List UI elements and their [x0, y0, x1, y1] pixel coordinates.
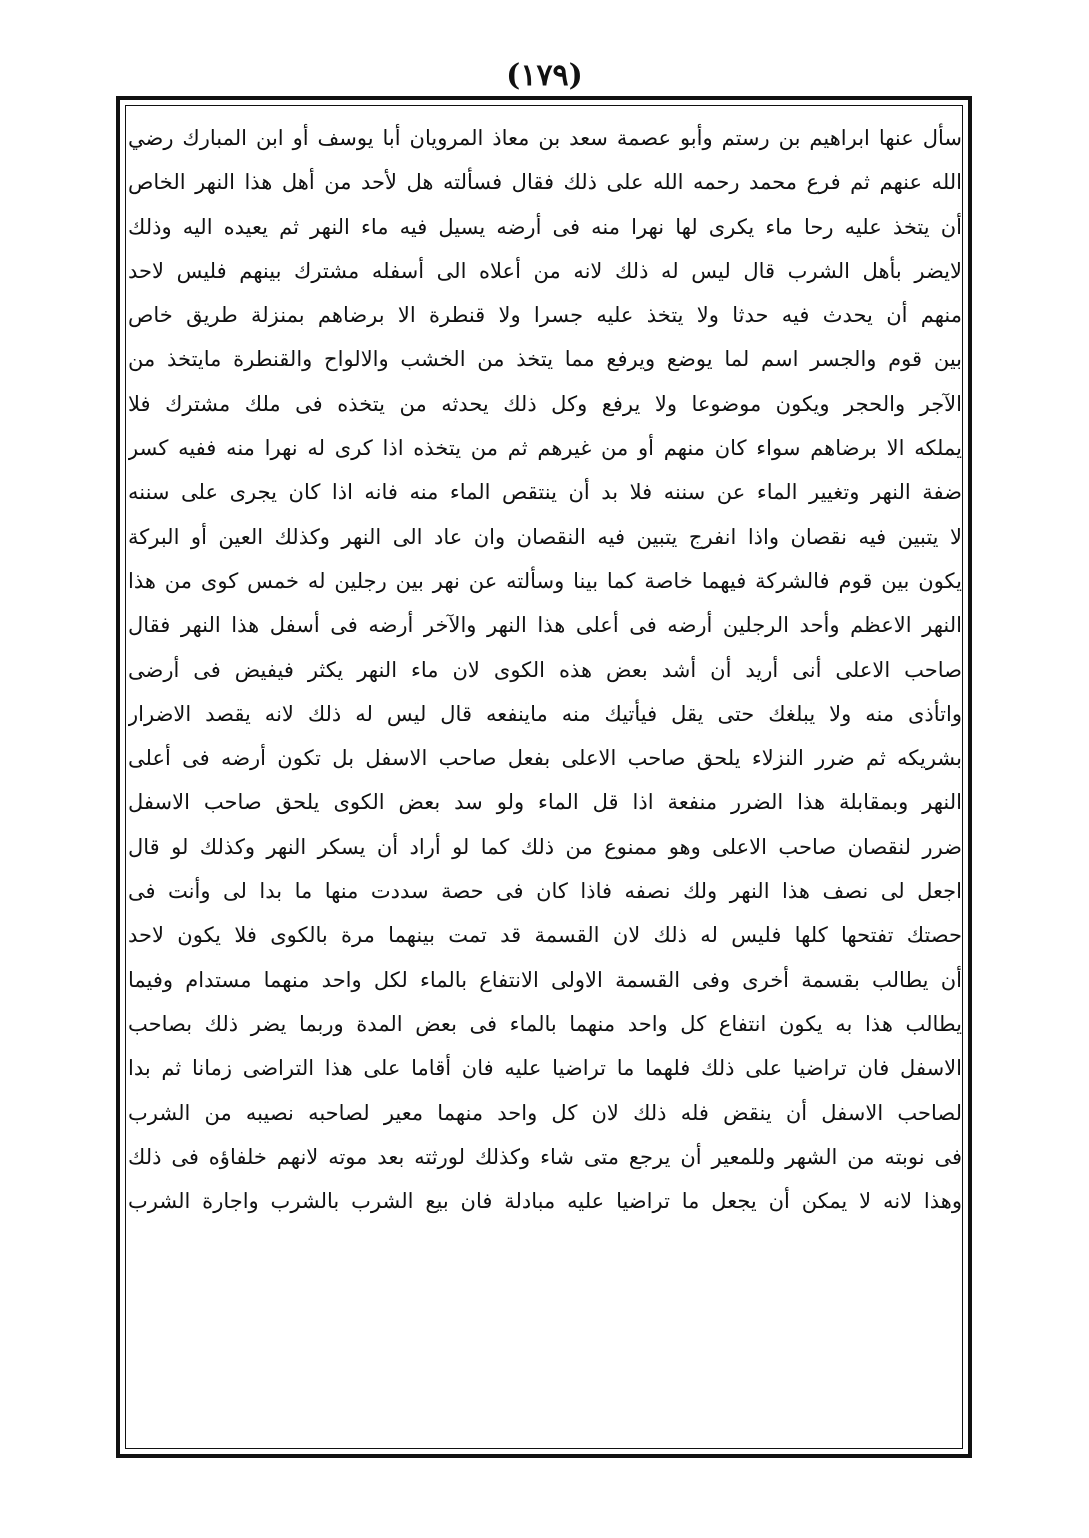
text-line: فى نوبته من الشهر وللمعير أن يرجع متى شاء وكذلك لورثته بعد موته لانهم خلفاؤه فى ذلك: [128, 1144, 962, 1169]
text-line: اجعل لى نصف هذا النهر ولك نصفه فاذا كان فى حصة سددت منها ما بدا لى وأنت فى: [128, 879, 962, 904]
text-line: ضفة النهر وتغيير الماء عن سننه فلا بد أن ينتقص الماء منه فانه اذا كان يجرى على سننه: [128, 480, 962, 505]
text-line: ضرر لنقصان صاحب الاعلى وهو ممنوع من ذلك كما لو أراد أن يسكر النهر وكذلك لو قال: [128, 834, 962, 859]
text-line: أن يتخذ عليه رحا ماء يكرى لها نهرا منه فى أرضه يسيل فيه ماء النهر ثم يعيده اليه وذلك: [128, 214, 962, 239]
text-line: يكون بين قوم فالشركة فيهما خاصة كما بينا وسألته عن نهر بين رجلين له خمس كوى من هذا: [128, 568, 962, 593]
text-line: سأل عنها ابراهيم بن رستم وأبو عصمة سعد بن معاذ المرويان أبا يوسف أو ابن المبارك رضي: [128, 126, 962, 150]
text-line: بين قوم والجسر اسم لما يوضع ويرفع مما يتخذ من الخشب والالواح والقنطرة مايتخذ من: [128, 347, 962, 372]
text-line: واتأذى منه ولا يبلغك حتى يقل فيأتيك منه ماينفعه قال ليس له ذلك لانه يقصد الاضرار: [128, 701, 962, 726]
page-number: (١٧٩): [506, 58, 583, 93]
text-line: الاسفل فان تراضيا على ذلك فلهما ما تراضيا عليه فان أقاما على هذا التراضى زمانا ثم بدا: [128, 1056, 962, 1081]
text-line: بشريكه ثم ضرر النزلاء يلحق صاحب الاعلى بفعل صاحب الاسفل بل تكون أرضه فى أعلى: [128, 746, 962, 771]
text-line: لايضر بأهل الشرب قال ليس له ذلك لانه من أعلاه الى أسفله مشترك بينهم فليس لاحد: [128, 258, 962, 283]
body-text: [128, 116, 962, 1446]
text-line: الآجر والحجر ويكون موضوعا ولا يرفع وكل ذلك يحدثه من يتخذه فى ملك مشترك فلا: [128, 391, 962, 416]
text-line: حصتك تفتحها كلها فليس له ذلك لان القسمة قد تمت بينهما مرة بالكوى فلا يكون لاحد: [128, 923, 962, 948]
text-line: لا يتبين فيه نقصان واذا انفرج يتبين فيه النقصان وان عاد الى النهر وكذلك العين أو البركة: [128, 524, 962, 549]
text-line: صاحب الاعلى أنى أريد أن أشد بعض هذه الكوى لان ماء النهر يكثر فيفيض فى أرضى: [128, 657, 962, 682]
text-line: النهر وبمقابلة هذا الضرر منفعة اذا قل الماء ولو سد بعض الكوى يلحق صاحب الاسفل: [128, 790, 962, 815]
text-line: يملكه الا برضاهم سواء كان منهم أو من غيرهم ثم من يتخذه اذا كرى له نهرا منه ففيه كسر: [128, 436, 962, 461]
text-line: يطالب هذا به يكون انتفاع كل واحد منهما بالماء فى بعض المدة وربما يضر ذلك بصاحب: [128, 1011, 962, 1036]
text-line: لصاحب الاسفل أن ينقض فله ذلك لان كل واحد منهما معير لصاحبه نصيبه من الشرب: [128, 1100, 962, 1125]
text-line: النهر الاعظم وأحد الرجلين أرضه فى أعلى هذا النهر والآخر أرضه فى أسفل هذا النهر فقال: [128, 613, 962, 638]
text-line: منهم أن يحدث فيه حدثا ولا يتخذ عليه جسرا ولا قنطرة الا برضاهم بمنزلة طريق خاص: [128, 303, 962, 328]
text-line: الله عنهم ثم فرع محمد رحمه الله على ذلك فقال فسألته هل لأحد من أهل هذا النهر الخاص: [128, 170, 962, 195]
text-line: وهذا لانه لا يمكن أن يجعل ما تراضيا عليه مبادلة فان بيع الشرب بالشرب واجارة الشرب: [128, 1189, 962, 1214]
text-line: أن يطالب بقسمة أخرى وفى القسمة الاولى الانتفاع بالماء لكل واحد منهما مستدام وفيما: [128, 967, 962, 992]
